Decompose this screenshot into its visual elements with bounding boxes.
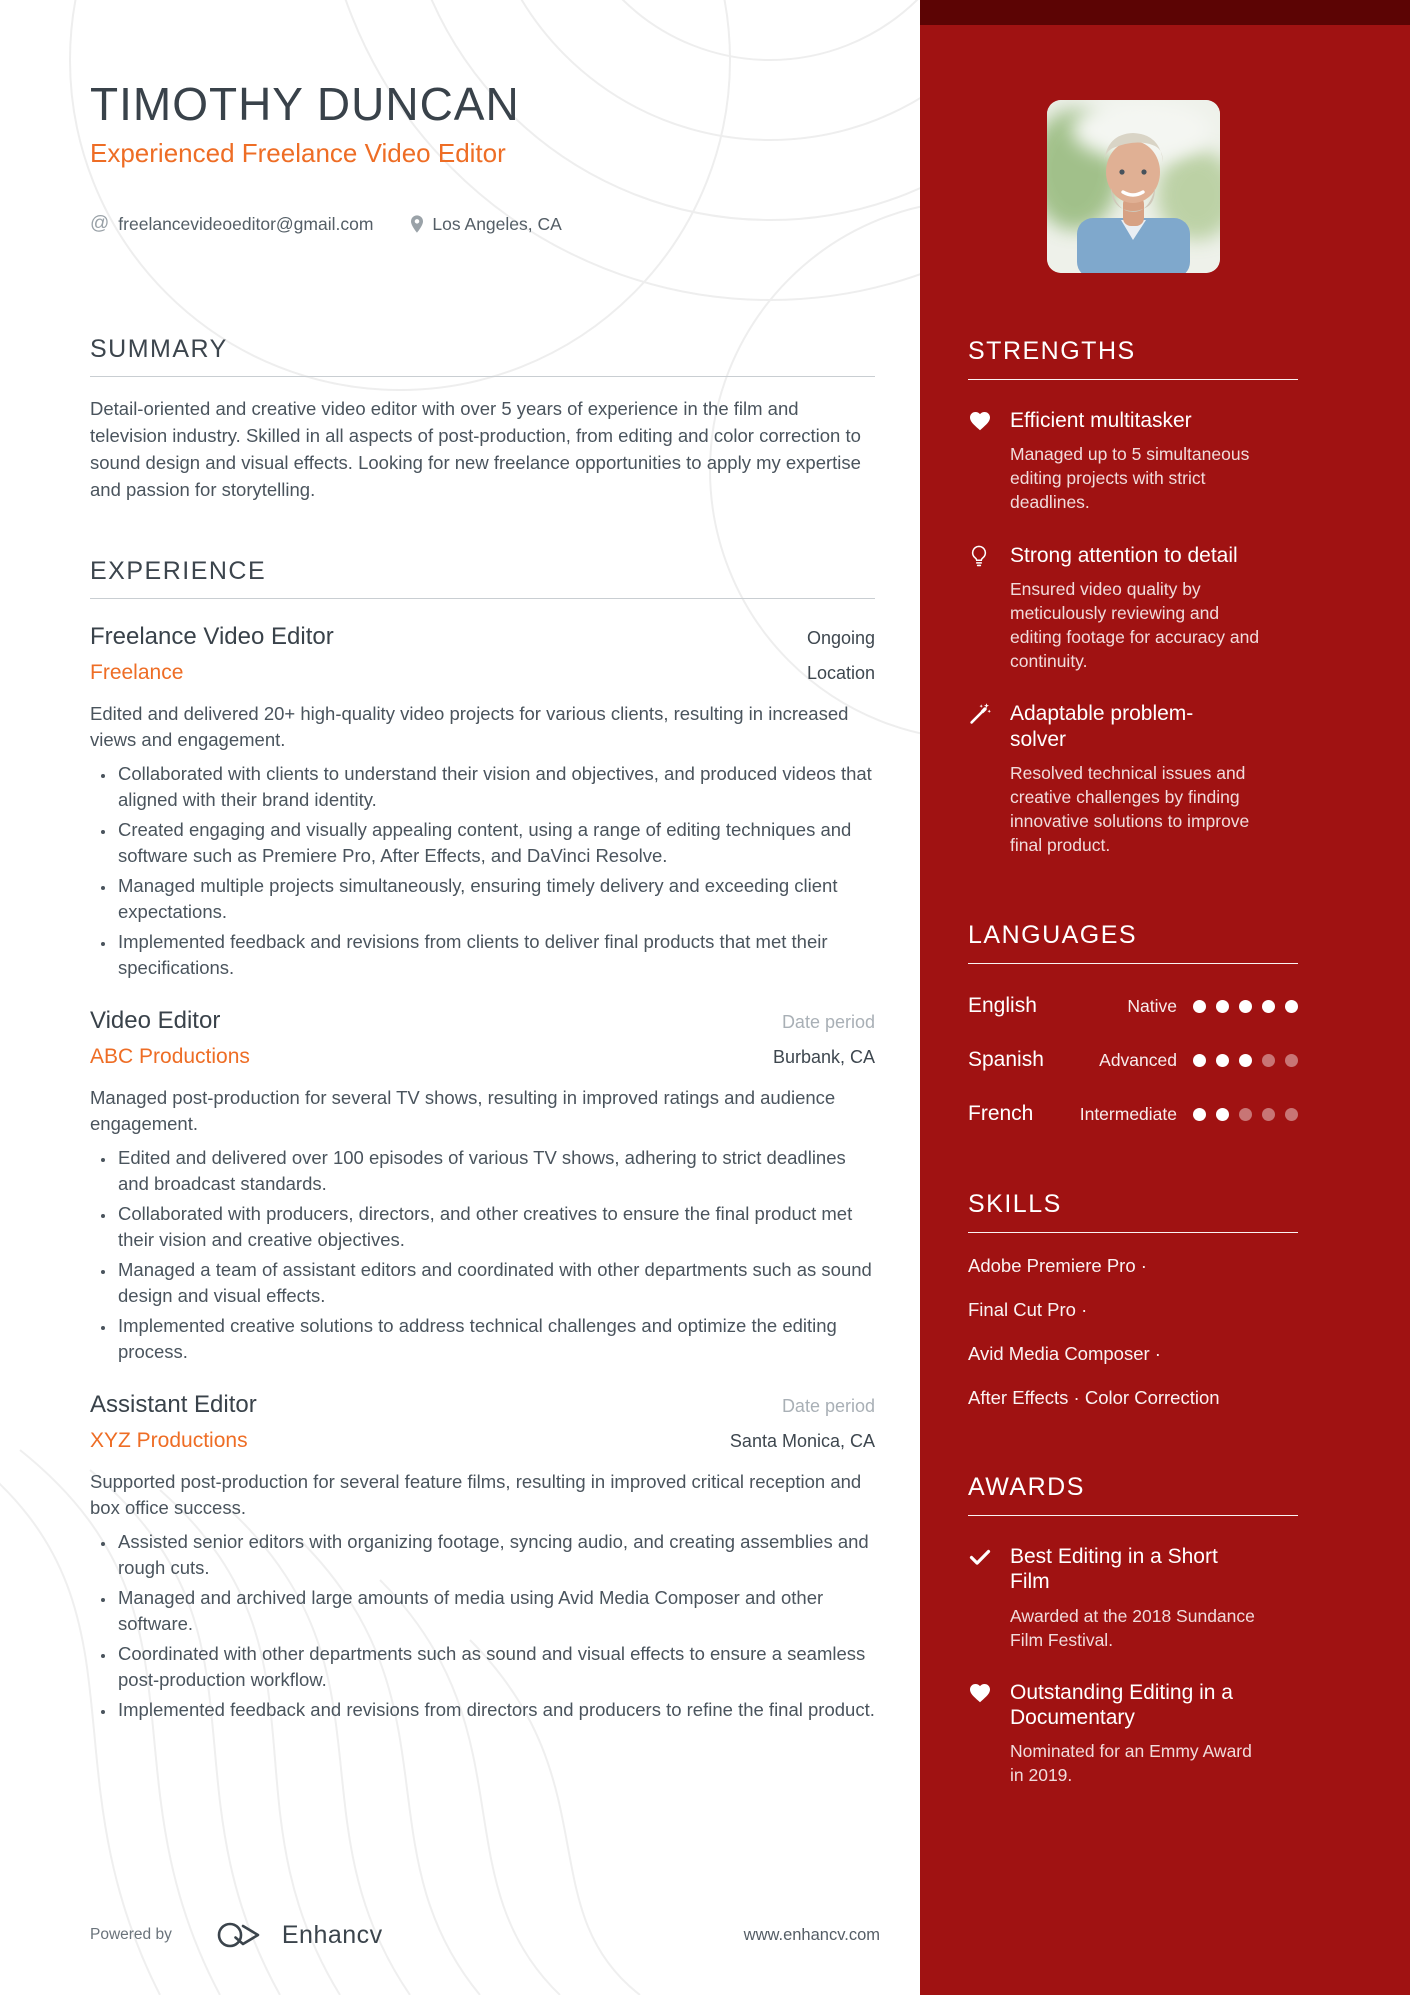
strength-item-title: Strong attention to detail xyxy=(1010,543,1238,567)
language-proficiency-dots xyxy=(1193,1108,1298,1121)
languages-section xyxy=(968,921,1298,1126)
summary-text: Detail-oriented and creative video editor with over 5 years of experience in the film and television industry. Skilled in all aspects of post-production, from editing and color correction to sound design and visual effects. Looking for new freelance opportunities to apply my expertise and passion for storytelling. xyxy=(90,398,861,501)
contact-row xyxy=(90,213,875,235)
strength-item-text: Managed up to 5 simultaneous editing projects with strict deadlines. xyxy=(1010,444,1250,513)
strength-item xyxy=(968,701,1298,857)
summary-section xyxy=(90,335,875,503)
job-bullet: • Edited and delivered over 100 episodes of various TV shows, adhering to strict deadlines and broadcast standards. xyxy=(116,1145,875,1197)
award-item xyxy=(968,1544,1298,1652)
email-text: freelancevideoeditor@gmail.com xyxy=(118,213,374,234)
job-date: Ongoing xyxy=(806,628,875,649)
skill-item: Final Cut Pro · xyxy=(968,1299,1088,1321)
language-level: Native xyxy=(1127,996,1177,1017)
job-description: Edited and delivered 20+ high-quality video projects for various clients, resulting in increased views and engagement. xyxy=(90,703,849,751)
proficiency-dot xyxy=(1285,1108,1298,1121)
job-company: XYZ Productions xyxy=(90,1429,248,1453)
proficiency-dot xyxy=(1216,1108,1229,1121)
enhancv-wordmark: Enhancv xyxy=(281,1920,383,1949)
enhancv-logo-icon xyxy=(216,1919,272,1951)
job-location: Location xyxy=(806,663,875,684)
job-description: Managed post-production for several TV shows, resulting in improved ratings and audience engagement. xyxy=(90,1087,836,1135)
language-item xyxy=(968,994,1298,1018)
strength-item-content xyxy=(1010,543,1270,674)
person-name: TIMOTHY DUNCAN xyxy=(90,78,520,130)
job-bullet: • Implemented feedback and revisions from directors and producers to refine the final product. xyxy=(116,1697,875,1723)
heart-icon xyxy=(968,1680,994,1788)
strength-item-text: Resolved technical issues and creative challenges by finding innovative solutions to improve final product. xyxy=(1010,762,1250,856)
job-entry xyxy=(90,1007,875,1365)
proficiency-dot xyxy=(1193,1108,1206,1121)
job-bullet: • Implemented feedback and revisions from clients to deliver final products that met their specifications. xyxy=(116,929,875,981)
job-bullet-list xyxy=(90,761,875,981)
strengths-list xyxy=(968,408,1298,857)
proficiency-dot xyxy=(1285,1054,1298,1067)
magic-wand-icon xyxy=(968,701,994,857)
job-location: Santa Monica, CA xyxy=(729,1431,875,1452)
strength-item xyxy=(968,408,1298,515)
language-level: Intermediate xyxy=(1079,1104,1177,1125)
job-bullet: • Collaborated with clients to understand their vision and objectives, and produced videos that aligned with their brand identity. xyxy=(116,761,875,813)
languages-heading: LANGUAGES xyxy=(968,921,1298,964)
strength-item-title: Efficient multitasker xyxy=(1010,409,1192,432)
experience-heading: EXPERIENCE xyxy=(90,557,875,599)
proficiency-dot xyxy=(1262,1108,1275,1121)
job-entry xyxy=(90,623,875,981)
enhancv-logo xyxy=(216,1919,383,1951)
strength-item-content xyxy=(1010,408,1270,515)
job-bullet: • Created engaging and visually appealing content, using a range of editing techniques and software such as Premiere Pro, After Effects, and DaVinci Resolve. xyxy=(116,817,875,869)
proficiency-dot xyxy=(1239,1054,1252,1067)
strength-item xyxy=(968,543,1298,674)
strength-item-title: Adaptable problem-solver xyxy=(1010,702,1194,751)
job-bullet: • Implemented creative solutions to address technical challenges and optimize the editing process. xyxy=(116,1313,875,1365)
profile-photo xyxy=(1047,100,1220,273)
awards-list xyxy=(968,1544,1298,1787)
job-bullet: • Managed and archived large amounts of media using Avid Media Composer and other software. xyxy=(116,1585,875,1637)
awards-heading: AWARDS xyxy=(968,1473,1298,1516)
award-item-title: Best Editing in a Short Film xyxy=(1010,1545,1218,1594)
award-item-title: Outstanding Editing in a Documentary xyxy=(1010,1680,1233,1730)
summary-heading: SUMMARY xyxy=(90,335,875,377)
strengths-heading: STRENGTHS xyxy=(968,337,1298,380)
email-at-icon: @ xyxy=(90,213,110,235)
contact-email[interactable] xyxy=(90,213,373,235)
strengths-section xyxy=(968,337,1298,857)
award-item-content xyxy=(1010,1544,1270,1652)
skills-section xyxy=(968,1190,1298,1409)
proficiency-dot xyxy=(1262,1054,1275,1067)
proficiency-dot xyxy=(1285,1000,1298,1013)
job-description: Supported post-production for several feature films, resulting in improved critical reception and box office success. xyxy=(90,1471,862,1519)
award-item-content xyxy=(1010,1680,1270,1788)
skill-item: Avid Media Composer · xyxy=(968,1343,1161,1365)
proficiency-dot xyxy=(1216,1000,1229,1013)
language-level: Advanced xyxy=(1099,1050,1177,1071)
language-name: English xyxy=(968,994,1037,1018)
checkmark-icon xyxy=(968,1544,994,1652)
job-bullet-list xyxy=(90,1529,875,1723)
job-bullet: • Managed a team of assistant editors and coordinated with other departments such as sound design and visual effects. xyxy=(116,1257,875,1309)
location-text: Los Angeles, CA xyxy=(432,213,562,234)
language-proficiency-dots xyxy=(1193,1000,1298,1013)
lightbulb-icon xyxy=(968,543,994,674)
proficiency-dot xyxy=(1239,1108,1252,1121)
job-bullet: • Coordinated with other departments such as sound and visual effects to ensure a seamless post-production workflow. xyxy=(116,1641,875,1693)
location-pin-icon xyxy=(409,214,425,234)
skills-list xyxy=(968,1255,1298,1409)
awards-section xyxy=(968,1473,1298,1787)
sidebar-top-band xyxy=(920,0,1410,25)
job-date: Date period xyxy=(781,1012,875,1033)
proficiency-dot xyxy=(1193,1054,1206,1067)
proficiency-dot xyxy=(1239,1000,1252,1013)
job-company: ABC Productions xyxy=(90,1045,250,1069)
award-item-text: Awarded at the 2018 Sundance Film Festival. xyxy=(1010,1605,1255,1650)
languages-list xyxy=(968,994,1298,1126)
job-bullet-list xyxy=(90,1145,875,1365)
award-item xyxy=(968,1680,1298,1788)
proficiency-dot xyxy=(1193,1000,1206,1013)
contact-location xyxy=(409,214,561,235)
proficiency-dot xyxy=(1216,1054,1229,1067)
skill-item: Adobe Premiere Pro · xyxy=(968,1255,1147,1277)
sidebar xyxy=(920,0,1410,1995)
footer-website-link[interactable]: www.enhancv.com xyxy=(743,1925,880,1944)
language-name: French xyxy=(968,1102,1034,1126)
heart-icon xyxy=(968,408,994,515)
award-item-text: Nominated for an Emmy Award in 2019. xyxy=(1010,1741,1252,1786)
job-entry xyxy=(90,1391,875,1723)
job-bullet: • Managed multiple projects simultaneously, ensuring timely delivery and exceeding client expectations. xyxy=(116,873,875,925)
experience-section xyxy=(90,557,875,1723)
job-date: Date period xyxy=(781,1396,875,1417)
skill-item: After Effects · Color Correction xyxy=(968,1387,1220,1409)
language-item xyxy=(968,1048,1298,1072)
footer xyxy=(90,1919,880,1951)
strength-item-content xyxy=(1010,701,1270,857)
job-title: Video Editor xyxy=(90,1007,221,1035)
job-company: Freelance xyxy=(90,661,184,685)
job-bullet: • Assisted senior editors with organizing footage, syncing audio, and creating assemblies and rough cuts. xyxy=(116,1529,875,1581)
job-title: Assistant Editor xyxy=(90,1391,257,1419)
strength-item-text: Ensured video quality by meticulously reviewing and editing footage for accuracy and continuity. xyxy=(1010,578,1260,672)
skills-heading: SKILLS xyxy=(968,1190,1298,1233)
powered-by-label: Powered by xyxy=(90,1926,172,1943)
job-bullet: • Collaborated with producers, directors, and other creatives to ensure the final product met their vision and creative objectives. xyxy=(116,1201,875,1253)
language-proficiency-dots xyxy=(1193,1054,1298,1067)
jobs-list xyxy=(90,623,875,1723)
language-name: Spanish xyxy=(968,1048,1044,1072)
job-title: Freelance Video Editor xyxy=(90,623,334,651)
person-title: Experienced Freelance Video Editor xyxy=(90,138,506,169)
job-location: Burbank, CA xyxy=(772,1047,875,1068)
language-item xyxy=(968,1102,1298,1126)
proficiency-dot xyxy=(1262,1000,1275,1013)
